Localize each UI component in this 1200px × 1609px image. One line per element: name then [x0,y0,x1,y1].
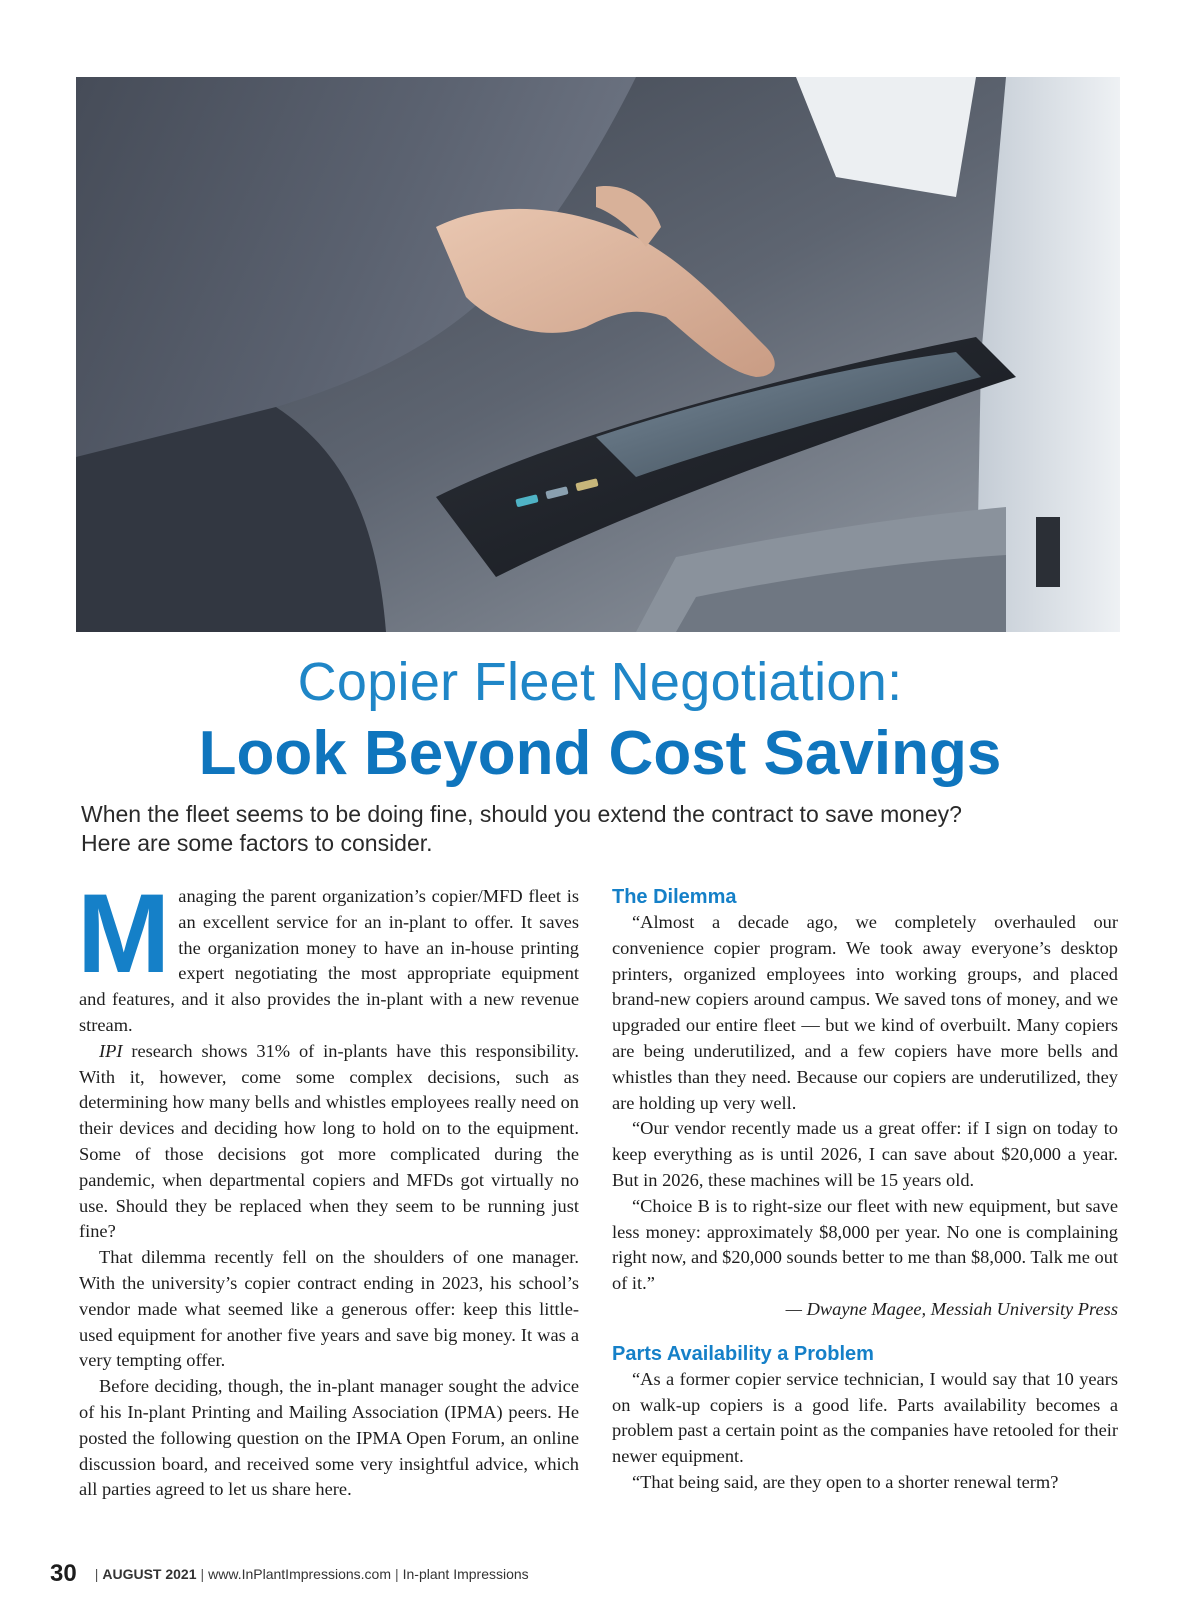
footer-issue: AUGUST 2021 [102,1566,197,1582]
section-heading-parts: Parts Availability a Problem [612,1342,874,1365]
paragraph-3: That dilemma recently fell on the shoulders of one manager. With the university’s copier contract ending in 2023, his school’s vendor made what seemed like a generous offer: keep this little-used equipment for another five years and save big money. It was a very tempting offer. [79,1247,579,1371]
deck [81,800,1141,858]
quote-paragraph-4: “As a former copier service technician, I would say that 10 years on walk-up copiers is a good life. Parts availability becomes a problem past a certain point as the companies have retooled for their newer equipment. [612,1368,1118,1467]
quote-paragraph-5: “That being said, are they open to a shorter renewal term? [632,1471,1059,1492]
paragraph-2 [79,1039,579,1245]
footer-separator: | [94,1566,99,1582]
quote-paragraph-2: “Our vendor recently made us a great offer: if I sign on today to keep everything as is until 2026, I can save about $20,000 a year. But in 2026, these machines will be 15 years old. [612,1118,1118,1190]
drop-cap: M [77,871,171,996]
footer-separator: | [200,1566,205,1582]
intro-paragraph [77,871,579,1039]
quote-paragraph-3: “Choice B is to right-size our fleet with new equipment, but save less money: approximately $8,000 per year. No one is complaining right now, and $20,000 sounds better to me than $8,000. Talk me out of it.” [612,1195,1118,1294]
quote-paragraph-1: “Almost a decade ago, we completely overhauled our convenience copier program. We took away everyone’s desktop printers, organized employees into working groups, and placed brand-new copiers around campus. We saved tons of money, and we upgraded our entire fleet — but we kind of overbuilt. Many copiers are being underutilized, and a few copiers have more bells and whistles than they need. Because our copiers are underutilized, they are holding up very well. [612,912,1118,1113]
hero-photo [76,77,1120,632]
footer-publication: In-plant Impressions [402,1566,529,1582]
footer-line [91,1566,529,1582]
left-column [77,871,579,1503]
copier-touchscreen-illustration [76,77,1120,632]
intro-text: anaging the parent organization’s copier/MFD fleet is an excellent service for an in-plant to offer. It saves the organization money to have an in-house printing expert negotiating the most appropriate equipment and features, and it also provides the in-plant with a new revenue stream. [79,886,579,1035]
deck-line1: When the fleet seems to be doing fine, should you extend the contract to save money? [81,801,962,827]
paragraph-4: Before deciding, though, the in-plant manager sought the advice of his In-plant Printing and Mailing Association (IPMA) peers. He posted the following question on the IPMA Open Forum, an online discussion board, and received some very insightful advice, which all parties agreed to let us share here. [79,1376,579,1500]
section-heading-dilemma: The Dilemma [612,886,737,908]
page-footer [50,1556,529,1592]
headline-line2: Look Beyond Cost Savings [198,719,1002,788]
headline-line1: Copier Fleet Negotiation: [297,652,903,712]
footer-separator: | [394,1566,399,1582]
footer-website[interactable]: www.InPlantImpressions.com [208,1566,391,1582]
page-number: 30 [50,1560,77,1587]
publication-name: IPI [99,1040,123,1061]
right-column [612,884,1118,1496]
attribution: — Dwayne Magee, Messiah University Press [785,1298,1118,1319]
deck-line2: Here are some factors to consider. [81,830,433,856]
paragraph-2-text: research shows 31% of in-plants have this responsibility. With it, however, come some complex decisions, such as determining how many bells and whistles employees really need on their devices and deciding how long to hold on to the equipment. Some of those decisions got more complicated during the pandemic, when departmental copiers and MFDs got virtually no use. Should they be replaced when they seem to be running just fine? [79,1040,579,1242]
